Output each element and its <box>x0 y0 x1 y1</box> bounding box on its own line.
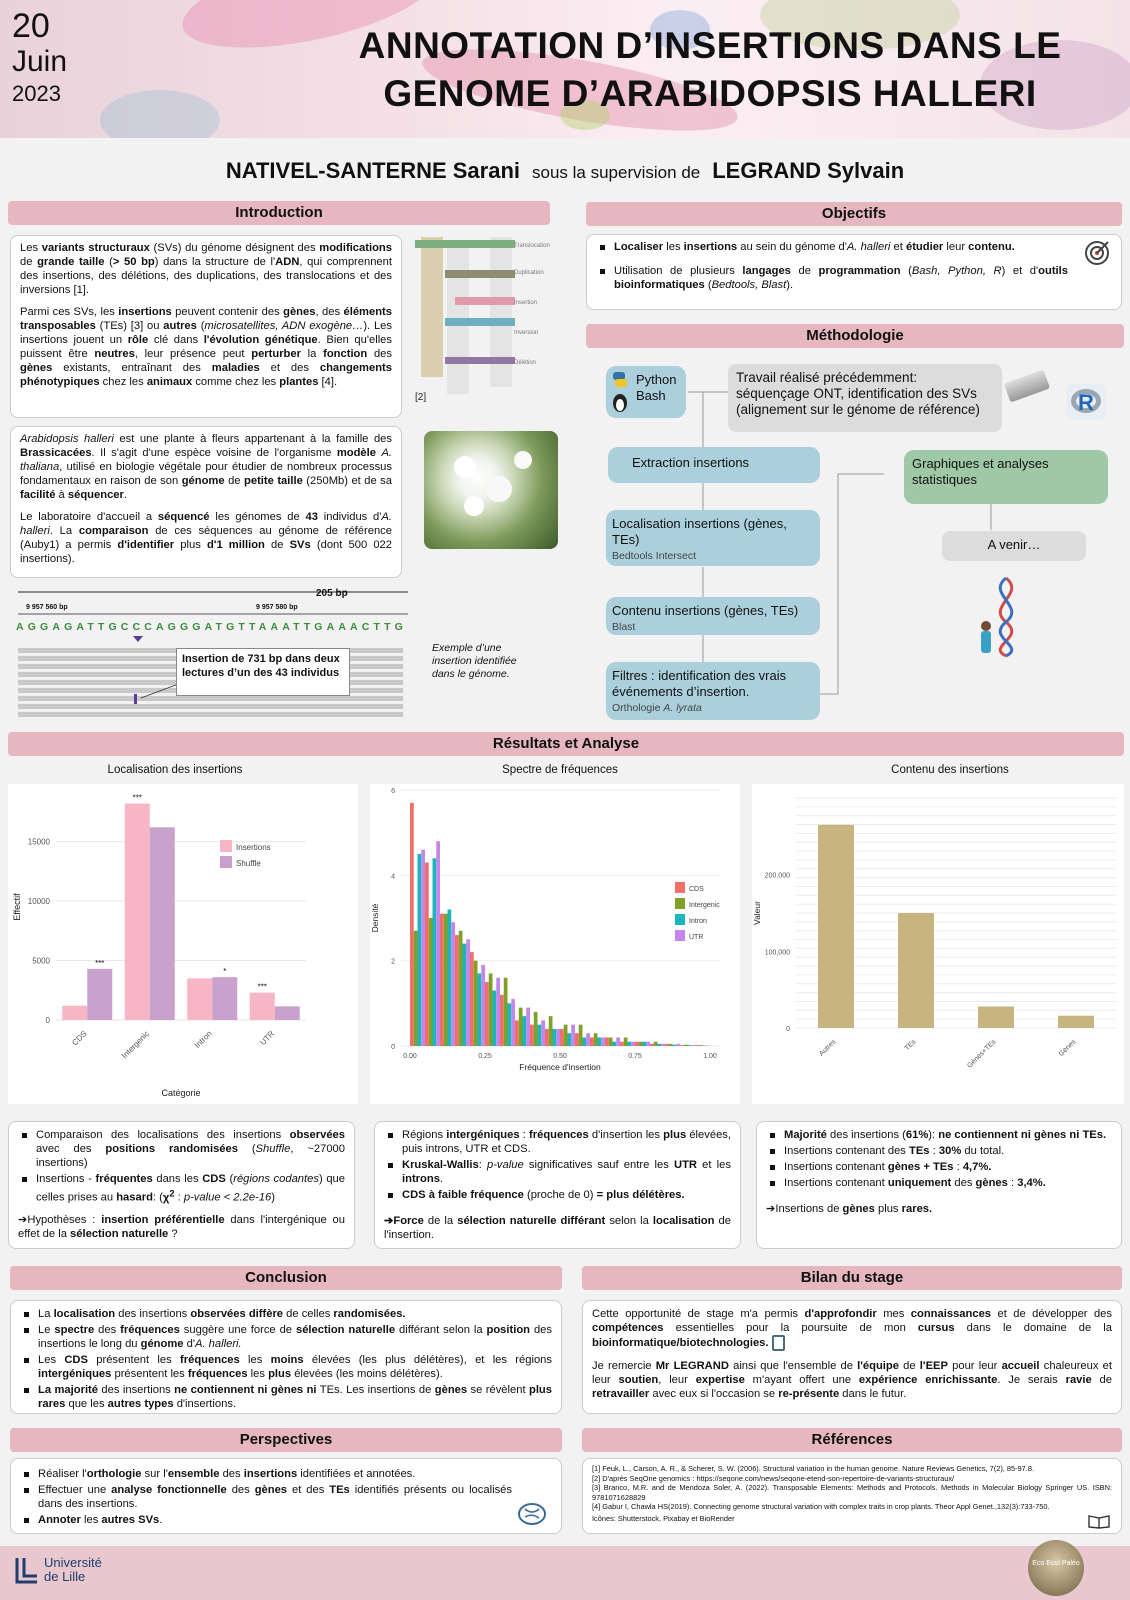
flower-dot <box>454 456 476 478</box>
bar-intron-bin-18 <box>688 1045 692 1046</box>
y-axis-label: Densité <box>370 903 380 933</box>
bar-cds-bin-13 <box>605 1037 609 1046</box>
y-axis-label: Effectif <box>12 893 22 921</box>
conclusion-box: La localisation des insertions observées diffère de celles randomisées. Le spectre des fréquences suggère une force de sélection naturelle différant selon la position des insertions le long du génome d'A. halleri. Les CDS présentent les fréquences les moins élevées (les plus délétères), et les régions intergéniques présentent les fréquences les plus élevées (les moins délétères). La majorité des insertions ne contiennent ni gènes ni TEs. Les insertions de gènes se révèlent plus rares que les autres types d'insertions. <box>10 1300 562 1414</box>
bar-intron-bin-3 <box>463 944 467 1046</box>
legend-swatch-cds <box>675 882 685 893</box>
insertion-read-mark <box>134 694 137 704</box>
references-heading: Références <box>582 1428 1122 1452</box>
chart-contenu <box>752 784 1124 1104</box>
bar-cds-bin-2 <box>440 914 444 1046</box>
x-tick-label: Autres <box>818 1038 838 1058</box>
y-tick-label: 0 <box>391 1044 395 1051</box>
sv-label-inversion: Inversion <box>514 330 539 336</box>
bar-intergenic-bin-18 <box>684 1045 688 1046</box>
poster-title <box>300 22 1120 118</box>
bar-intron-bin-8 <box>538 1025 542 1046</box>
bar-cds-bin-4 <box>470 952 474 1046</box>
results-notes-3: Majorité des insertions (61%): ne contiennent ni gènes ni TEs. Insertions contenant des TEs : 30% du total. Insertions contenant gènes + TEs : 4,7%. Insertions contenant uniquement des gènes : 3,4%. ➔Insertions de gènes plus rares. <box>756 1121 1122 1249</box>
step-contenu <box>606 597 820 635</box>
intro-text-1: Les variants structuraux (SVs) du génome désignent des modifications de grande taille (> 50 bp) dans la structure de l'ADN, qui comprennent des insertions, des délétions, des duplications, des translocations et des inversions [1]. Parmi ces SVs, les insertions peuvent contenir des gènes, des éléments transposables (TEs) [3] ou autres (microsatellites, ADN exogène…). Les insertions jouent un rôle clé dans l'évolution génétique. Bien qu'elles puissent être neutres, leur présence peut perturber la fonction des gènes existants, entraînant des maladies et des changements phénotypiques chez les animaux comme chez les plantes [4]. <box>10 235 402 418</box>
r-logo-icon <box>1066 384 1106 420</box>
bar-cds-bin-16 <box>650 1044 654 1046</box>
bar-utr-bin-9 <box>556 1029 560 1046</box>
y-tick-label: 10000 <box>27 897 50 907</box>
bar-cds-bin-17 <box>665 1044 669 1046</box>
book-icon <box>1087 1513 1111 1529</box>
step-localisation-tool: Bedtools Intersect <box>612 550 697 562</box>
x-axis-label: Catégorie <box>161 1088 201 1098</box>
objectifs-heading: Objectifs <box>586 202 1122 226</box>
bar-utr-bin-5 <box>496 978 500 1046</box>
step-filtres-species: A. lyrata <box>663 702 702 714</box>
x-tick-label: UTR <box>258 1029 277 1048</box>
legend-swatch-intron <box>675 914 685 925</box>
bar-intergenic-bin-9 <box>549 1016 553 1046</box>
chart2-subtitle: Spectre de fréquences <box>502 764 618 776</box>
y-tick-label: 0 <box>786 1026 790 1033</box>
bar-insertions-utr <box>250 993 275 1020</box>
chart-frequency-spectrum <box>370 784 740 1104</box>
author-student: NATIVEL-SANTERNE Sarani <box>225 158 521 183</box>
bar-insertions-intron <box>187 978 212 1020</box>
x-tick-label: Intergenic <box>119 1029 152 1061</box>
x-tick-label: Gènes <box>1057 1038 1078 1058</box>
university-logo-mark <box>14 1556 40 1586</box>
bilan-box: Cette opportunité de stage m'a permis d'approfondir mes connaissances et de développer des compétences essentielles pour la poursuite de mon cursus dans le domaine de la bioinformatique/biotechnologies. Je remercie Mr LEGRAND ainsi que l'ensemble de l'équipe de l'EEP pour leur accueil chaleureux et leur soutien, leur expertise m'ayant offert une expérience enrichissante. Je serais ravie de retravailler avec eux si l'occasion se re-présente dans le futur. <box>582 1300 1122 1414</box>
bar-cds-bin-15 <box>635 1042 639 1046</box>
conclusion-heading: Conclusion <box>10 1266 562 1290</box>
y-tick-label: 15000 <box>27 837 50 847</box>
perspectives-box: Réaliser l'orthologie sur l'ensemble des insertions identifiées et annotées. Effectuer une analyse fonctionnelle des gènes et des TEs identifiés présents ou localisés dans des insertions. Annoter les autres SVs. <box>10 1458 562 1534</box>
bar-cds-bin-3 <box>455 935 459 1046</box>
bar-utr-bin-10 <box>571 1025 575 1046</box>
legend-swatch-shuffle <box>220 856 232 868</box>
bar-intron-bin-10 <box>568 1033 572 1046</box>
example-caption: Exemple d’une insertion identifiée dans le génome. <box>432 642 517 680</box>
title-line-2: GENOME D’ARABIDOPSIS HALLERI <box>383 73 1037 114</box>
bar-intergenic-bin-3 <box>459 931 463 1046</box>
seq-pos-2: 9 957 580 bp <box>256 604 298 611</box>
chart1-subtitle: Localisation des insertions <box>107 764 243 776</box>
significance-label: *** <box>132 793 142 803</box>
seq-bases: AGGAGATTGCCCAGGGATGTTAAATTGAAACTTG <box>16 621 404 633</box>
university-name-line1: Université <box>44 1555 102 1570</box>
reference-4: [4] Gabur I, Chawla HS(2019). Connecting genome structural variation with complex traits in crop plants. Theor Appl Genet.,132(3):733-750. <box>592 1502 1050 1512</box>
step-contenu-title: Contenu insertions (gènes, TEs) <box>612 603 799 618</box>
insertion-callout: Insertion de 731 bp dans deux lectures d’un des 43 individus <box>176 648 350 696</box>
references-box <box>582 1458 1122 1534</box>
y-tick-label: 200,000 <box>764 872 790 880</box>
bar-utr-bin-11 <box>586 1033 590 1046</box>
bar-intron-bin-4 <box>478 973 482 1046</box>
significance-label: * <box>223 967 227 977</box>
step-localisation <box>606 510 820 566</box>
sv-ref-bar <box>421 237 443 377</box>
legend-label: Intron <box>689 918 707 925</box>
bar-utr-bin-7 <box>526 1008 530 1046</box>
sv-label-duplication: Duplication <box>514 270 544 276</box>
results-notes-2: Régions intergéniques : fréquences d'insertion les plus élevées, puis introns, UTR et CDS. Kruskal-Wallis: p-value significatives sauf entre les UTR et les introns. CDS à faible fréquence (proche de 0) = plus délétères. ➔Force de la sélection naturelle différant selon la localisation de l'insertion. <box>374 1121 741 1249</box>
bar-intergenic-bin-14 <box>624 1037 628 1046</box>
previous-work-box: Travail réalisé précédemment: séquençage ONT, identification des SVs (alignement sur le génome de référence) <box>728 364 1002 432</box>
x-tick-label: Intron <box>192 1029 214 1050</box>
step-contenu-tool: Blast <box>612 621 636 633</box>
bar-intergenic-bin-6 <box>504 978 508 1046</box>
legend-swatch-insertions <box>220 840 232 852</box>
r-logo-letter: R <box>1078 390 1094 415</box>
bar-intergenic-bin-11 <box>579 1025 583 1046</box>
legend-label: CDS <box>689 886 704 893</box>
bar-intron-bin-14 <box>628 1042 632 1046</box>
dna-scientist-icon <box>976 576 1032 658</box>
bar-utr-bin-15 <box>646 1042 650 1046</box>
bar-intergenic-bin-1 <box>429 918 433 1046</box>
chart3-subtitle: Contenu des insertions <box>891 764 1009 776</box>
bar-utr-bin-14 <box>631 1042 635 1046</box>
chart-localisation <box>8 784 358 1104</box>
arabidopsis-photo <box>424 431 558 549</box>
bar-intron-bin-0 <box>418 854 422 1046</box>
legend-label: Insertions <box>236 843 271 852</box>
x-tick-label: 1.00 <box>703 1053 717 1060</box>
university-logo <box>14 1554 124 1590</box>
bar-utr-bin-6 <box>511 999 515 1046</box>
note3-tail: du total. <box>961 1145 1005 1157</box>
x-tick-label: 0.50 <box>553 1053 567 1060</box>
bar-intergenic-bin-12 <box>594 1033 598 1046</box>
insertion-marker <box>133 636 143 642</box>
bar-intron-bin-12 <box>598 1037 602 1046</box>
bar-intron-bin-1 <box>433 858 437 1046</box>
bar-utr-bin-4 <box>481 965 485 1046</box>
bar-intergenic-bin-7 <box>519 1008 523 1046</box>
bar-intron-bin-13 <box>613 1042 617 1046</box>
legend-swatch-utr <box>675 930 685 941</box>
university-name-line2: de Lille <box>44 1569 86 1584</box>
reference-2: [2] D'après SeqOne genomics : https://seqone.com/news/seqone-etend-son-repertoire-de-variants-structuraux/ <box>592 1473 955 1483</box>
step-extraction: Extraction insertions <box>608 447 820 483</box>
significance-label: *** <box>95 958 105 968</box>
bar-intron-bin-15 <box>643 1042 647 1046</box>
university-name <box>44 1556 102 1584</box>
bar-autres <box>818 825 854 1028</box>
bar-utr-bin-2 <box>451 922 455 1046</box>
y-axis-label: Valeur <box>752 901 762 925</box>
bar-intron-bin-16 <box>658 1044 662 1046</box>
legend-swatch-intergenic <box>675 898 685 909</box>
methodologie-heading: Méthodologie <box>586 324 1124 348</box>
date-month: Juin <box>12 45 68 79</box>
bilan-heading: Bilan du stage <box>582 1266 1122 1290</box>
bar-intron-bin-6 <box>508 1003 512 1046</box>
bar-shuffle-intron <box>212 977 237 1020</box>
footer-bar <box>0 1546 1130 1600</box>
reference-3: [3] Branco, M.R. and de Mendoza Soler, A. (2022). Transposable Elements: Methods and Protocols. Methods in Molecular Biology Springer US. ISBN: 9781071628829 <box>592 1483 1112 1502</box>
sv-types-figure <box>415 232 560 412</box>
x-tick-label: TEs <box>903 1038 918 1053</box>
bar-shuffle-intergenic <box>150 827 175 1020</box>
flower-dot <box>514 451 532 469</box>
bar-cds-bin-11 <box>575 1033 579 1046</box>
sv-deletion-band <box>445 357 515 364</box>
bar-intron-bin-17 <box>673 1045 677 1046</box>
sv-label-deletion: Délétion <box>514 360 537 366</box>
bar-cds-bin-8 <box>530 1025 534 1046</box>
lab-logo <box>1028 1540 1084 1596</box>
sv-figure-ref: [2] <box>415 392 427 403</box>
poster-date <box>12 8 67 107</box>
bar-cds-bin-12 <box>590 1037 594 1046</box>
bar-cds-bin-18 <box>680 1045 684 1046</box>
date-year: 2023 <box>12 81 61 107</box>
flower-dot <box>486 476 512 502</box>
bar-utr-bin-0 <box>421 850 425 1046</box>
bar-gènes+tes <box>978 1007 1014 1028</box>
x-axis-label: Fréquence d'insertion <box>519 1062 601 1072</box>
step-localisation-title: Localisation insertions (gènes, TEs) <box>612 516 787 547</box>
tools-python-bash <box>606 366 686 418</box>
bar-intron-bin-7 <box>523 1016 527 1046</box>
lab-logo-text: Eco Ecol Paléo <box>1032 1560 1080 1567</box>
sv-duplication-band <box>445 270 515 278</box>
bar-intergenic-bin-4 <box>474 961 478 1046</box>
seq-pos-1: 9 957 560 bp <box>26 604 68 611</box>
bar-cds-bin-0 <box>410 803 414 1046</box>
brain-icon <box>517 1501 547 1527</box>
graphics-stats-box: Graphiques et analyses statistiques <box>904 450 1108 504</box>
introduction-heading: Introduction <box>8 201 550 225</box>
bar-cds-bin-19 <box>695 1045 699 1046</box>
seq-scale-label: 205 bp <box>316 588 348 599</box>
clipboard-icon <box>772 1335 785 1351</box>
bar-utr-bin-18 <box>691 1045 695 1046</box>
step-filtres-title: Filtres : identification des vrais événements d’insertion. <box>612 668 787 699</box>
bar-utr-bin-13 <box>616 1037 620 1046</box>
tools-line-2: Bash <box>636 388 666 403</box>
bar-intergenic-bin-2 <box>444 914 448 1046</box>
bar-utr-bin-17 <box>676 1044 680 1046</box>
bar-utr-bin-8 <box>541 1020 545 1046</box>
target-icon <box>1083 239 1111 267</box>
bar-utr-bin-16 <box>661 1044 665 1046</box>
bar-utr-bin-12 <box>601 1037 605 1046</box>
bar-gènes <box>1058 1016 1094 1028</box>
sv-label-insertion: Insertion <box>514 300 538 306</box>
bar-tes <box>898 913 934 1028</box>
bar-shuffle-cds <box>87 969 112 1020</box>
flower-dot <box>464 496 484 516</box>
x-tick-label: Gènes+TEs <box>966 1038 998 1070</box>
y-tick-label: 5000 <box>32 956 50 966</box>
bar-shuffle-utr <box>275 1006 300 1020</box>
y-tick-label: 0 <box>45 1016 50 1025</box>
title-line-1: ANNOTATION D’INSERTIONS DANS LE <box>358 25 1062 66</box>
bar-intergenic-bin-16 <box>654 1042 658 1046</box>
objectifs-box: Localiser les insertions au sein du génome d'A. halleri et étudier leur contenu. Utilisation de plusieurs langages de programmation (Bash, Python, R) et d'outils bioinformatiques (Bedtools, Blast). <box>586 234 1122 310</box>
bar-cds-bin-10 <box>560 1029 564 1046</box>
x-tick-label: 0.25 <box>478 1053 492 1060</box>
bar-intergenic-bin-19 <box>699 1045 703 1046</box>
bar-intergenic-bin-15 <box>639 1042 643 1046</box>
y-tick-label: 6 <box>391 788 395 795</box>
resultats-heading: Résultats et Analyse <box>8 732 1124 756</box>
tools-line-1: Python <box>636 372 677 387</box>
bar-cds-bin-5 <box>485 982 489 1046</box>
x-tick-label: 0.75 <box>628 1053 642 1060</box>
perspectives-heading: Perspectives <box>10 1428 562 1452</box>
legend-label: Shuffle <box>236 859 261 868</box>
x-tick-label: 0.00 <box>403 1053 417 1060</box>
step-filtres-method: Orthologie <box>612 702 664 714</box>
bar-cds-bin-6 <box>500 995 504 1046</box>
bar-intergenic-bin-8 <box>534 1012 538 1046</box>
python-linux-icon <box>610 370 630 414</box>
bar-intergenic-bin-13 <box>609 1037 613 1046</box>
bar-utr-bin-1 <box>436 841 440 1046</box>
bar-intergenic-bin-0 <box>414 931 418 1046</box>
bar-intron-bin-9 <box>553 1029 557 1046</box>
supervision-text: sous la supervision de <box>532 163 701 182</box>
bar-cds-bin-1 <box>425 863 429 1046</box>
bar-utr-bin-3 <box>466 939 470 1046</box>
y-tick-label: 100,000 <box>764 949 790 957</box>
y-tick-label: 2 <box>391 958 395 966</box>
bar-intergenic-bin-17 <box>669 1044 673 1046</box>
bar-insertions-cds <box>62 1006 87 1020</box>
bar-cds-bin-9 <box>545 1029 549 1046</box>
insertion-example-figure <box>16 588 408 724</box>
bar-intergenic-bin-5 <box>489 973 493 1046</box>
sv-right-bar <box>490 237 512 387</box>
date-day: 20 <box>12 7 50 45</box>
legend-label: Intergenic <box>689 902 720 909</box>
x-tick-label: CDS <box>70 1029 89 1048</box>
sv-translocation-band <box>415 240 515 248</box>
bar-intron-bin-5 <box>493 991 497 1046</box>
reference-1: [1] Feuk, L., Carson, A. R., & Scherer, S. W. (2006). Structural variation in the human genome. Nature Reviews Genetics, 7(2), 85-97.8. <box>592 1464 1035 1473</box>
intro-text-2: Arabidopsis halleri est une plante à fleurs appartenant à la famille des Brassicacées. Il s'agit d'une espèce voisine de l'organisme modèle A. thaliana, utilisé en biologie végétale pour étudier de nombreux processus fondamentaux en raison de son génome de petite taille (250Mb) et de sa facilité à séquencer. Le laboratoire d'accueil a séquencé les génomes de 43 individus d'A. halleri. La comparaison de ces séquences au génome de référence (Auby1) a permis d'identifier plus d'1 million de SVs (dont 500 022 insertions). <box>10 426 402 578</box>
bar-cds-bin-7 <box>515 1020 519 1046</box>
bar-intergenic-bin-10 <box>564 1025 568 1046</box>
sv-label-translocation: Translocation <box>514 243 550 249</box>
author-supervisor: LEGRAND Sylvain <box>712 158 905 183</box>
step-filtres <box>606 662 820 720</box>
authors-line <box>0 158 1130 184</box>
bar-insertions-intergenic <box>125 804 150 1020</box>
sv-inversion-band <box>445 318 515 326</box>
legend-label: UTR <box>689 934 704 941</box>
significance-label: *** <box>257 982 267 992</box>
bar-cds-bin-14 <box>620 1042 624 1046</box>
bar-intron-bin-2 <box>448 909 452 1046</box>
bar-intron-bin-11 <box>583 1037 587 1046</box>
coming-soon-box: A venir… <box>942 531 1086 561</box>
sv-insertion-band <box>455 297 515 305</box>
reference-icons-credit: Icônes: Shutterstock, Pixabay et BioRender <box>592 1513 735 1523</box>
results-notes-1: Comparaison des localisations des insertions observées avec des positions randomisées (Shuffle, ~27000 insertions) Insertions - fréquentes dans les CDS (régions codantes) que celles prises au hasard: ($\chi^2$ : p-value < 2.2e-16) ➔Hypothèses : insertion préférentielle dans l'intergénique ou effet de la sélection naturelle ? <box>8 1121 355 1249</box>
y-tick-label: 4 <box>391 873 395 881</box>
